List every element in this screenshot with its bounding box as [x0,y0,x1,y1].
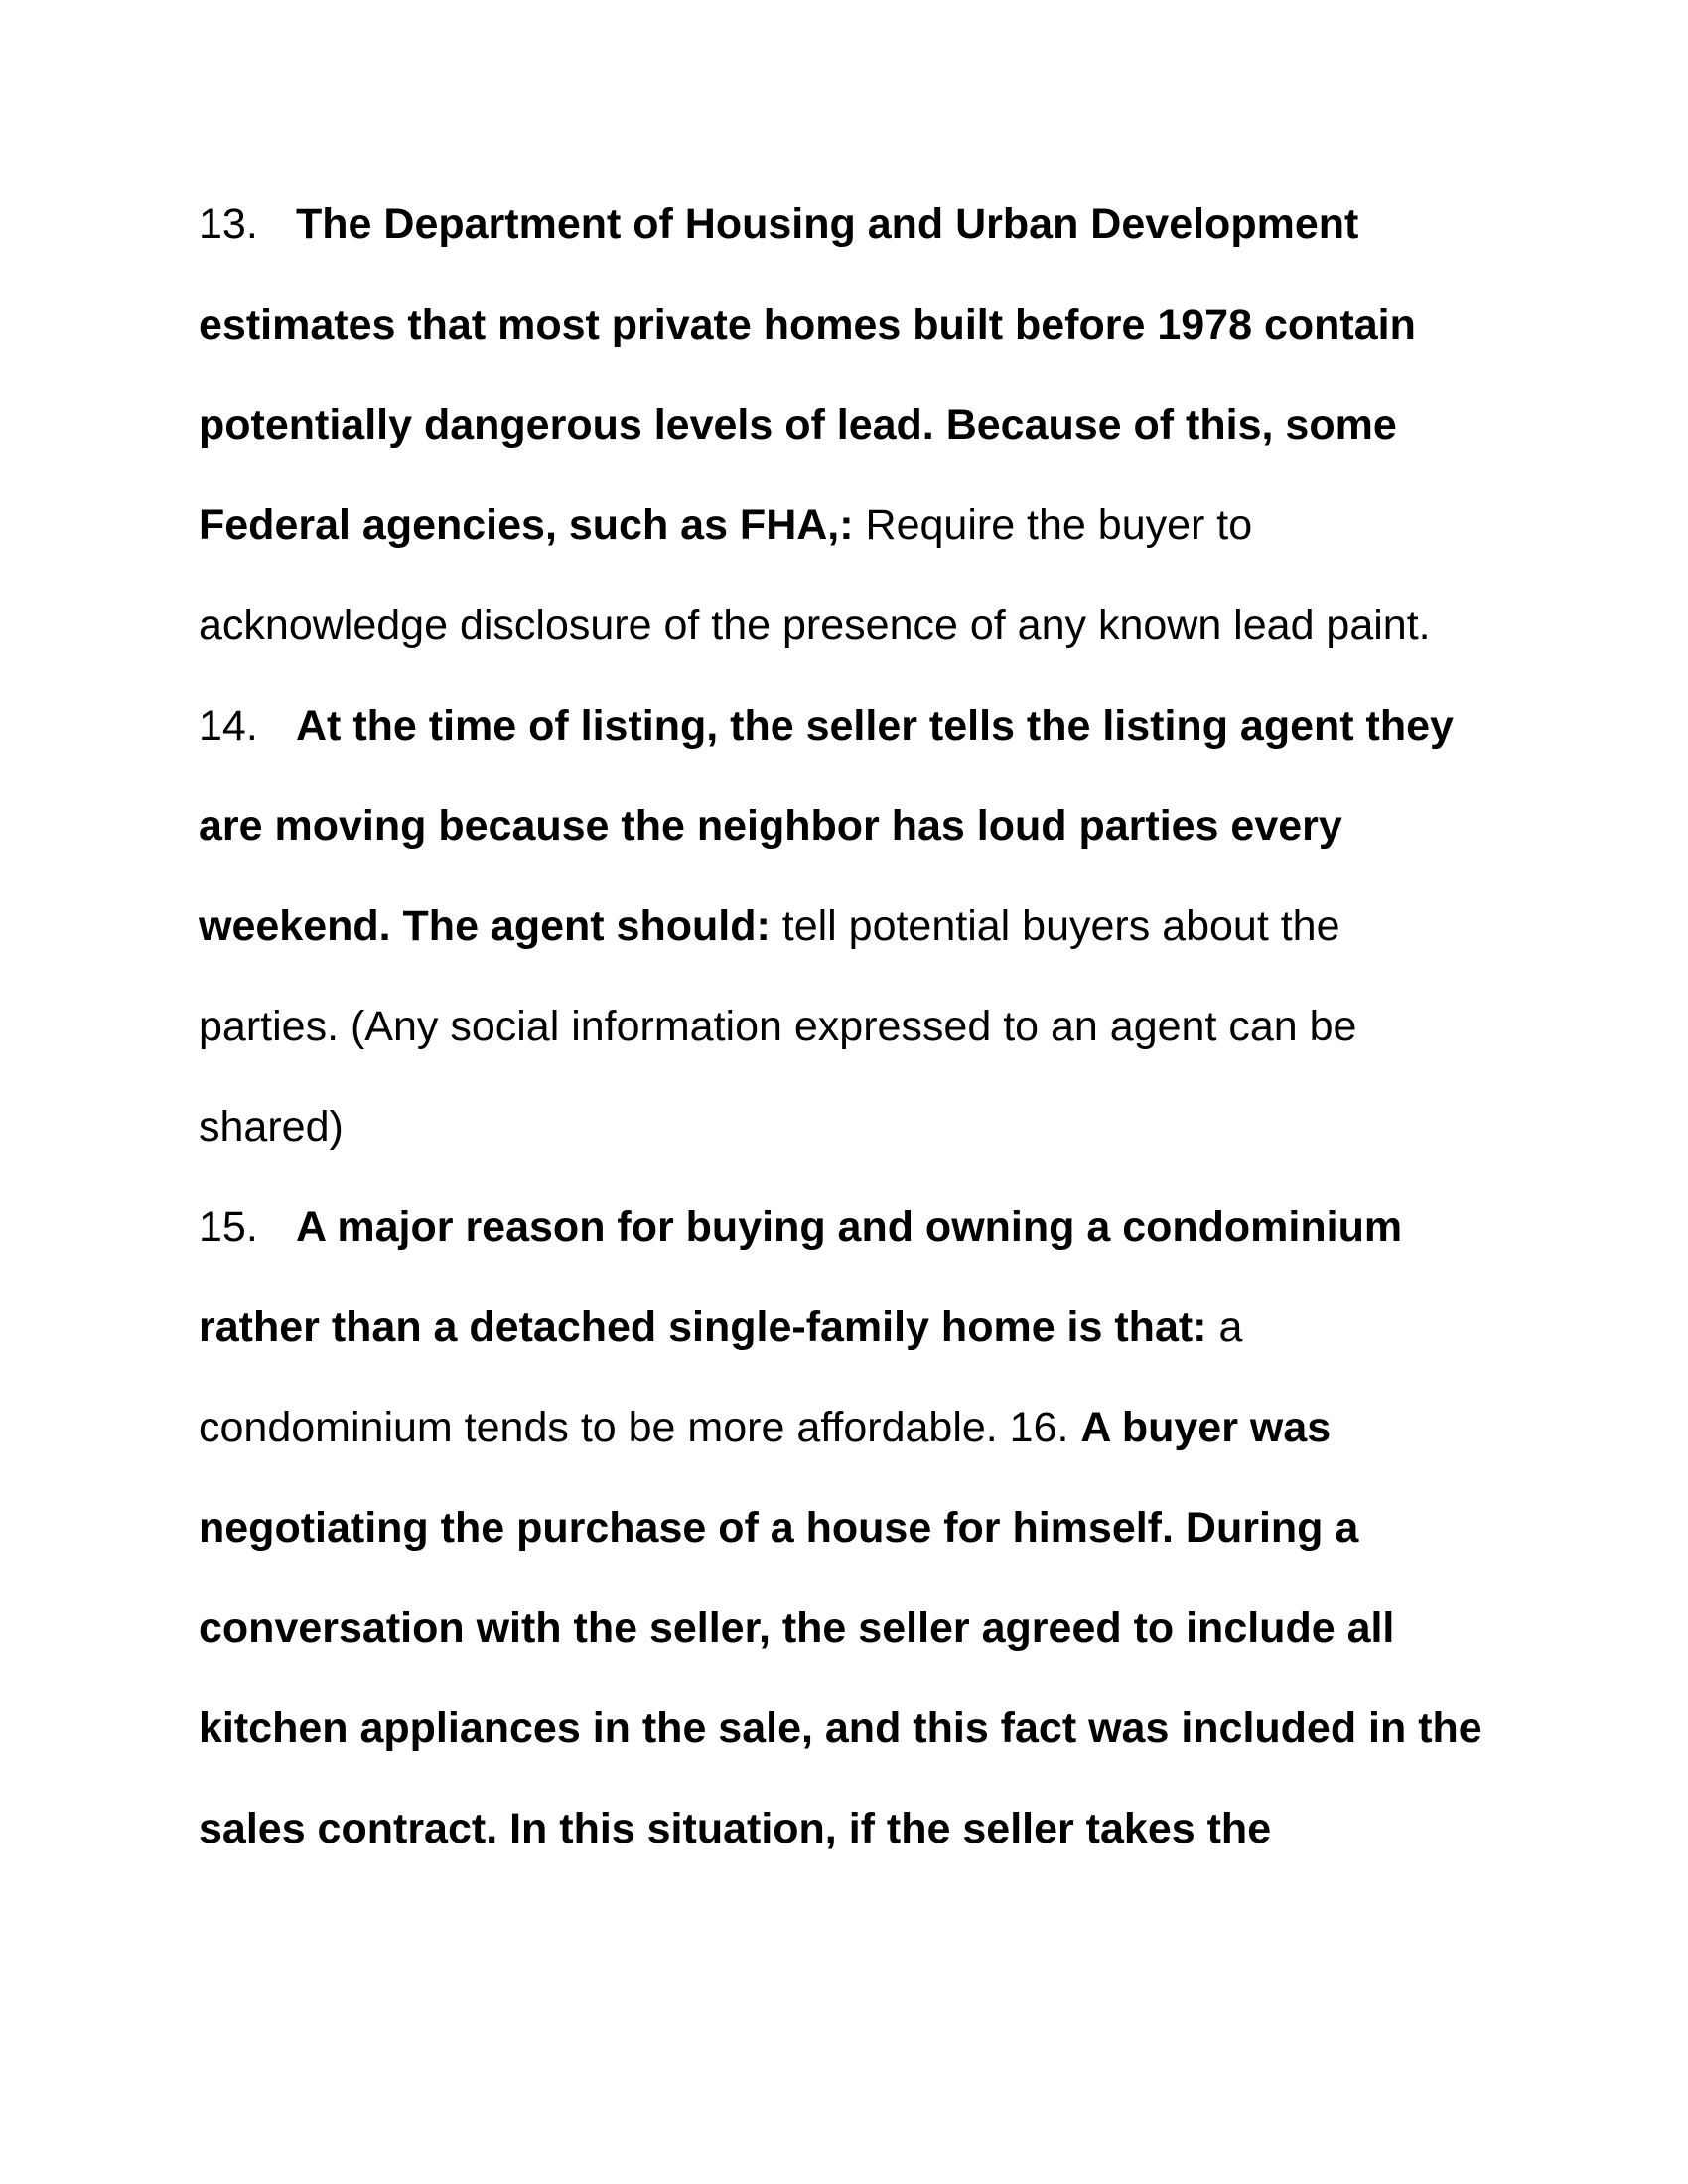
question-text: The Department of Housing and Urban Development estimates that most private homes built before 1978 contain potentially dangerous levels of lead. Because of this, some Federal agencies, such as FHA,: [199,201,1416,549]
document-body [199,175,1489,1879]
question-13 [199,175,1489,676]
question-text: At the time of listing, the seller tells the listing agent they are moving because the neighbor has loud parties every weekend. The agent should: [199,702,1454,950]
question-14 [199,676,1489,1177]
answer-text: a condominium tends to be more affordable. 16. [199,1303,1243,1451]
question-16-text: A buyer was negotiating the purchase of a house for himself. During a conversation with the seller, the seller agreed to include all kitchen appliances in the sale, and this fact was included in the sales contract. In this situation, if the seller takes the [199,1404,1482,1852]
answer-text: tell potential buyers about the parties. (Any social information expressed to an agent can be shared) [199,902,1357,1151]
question-number: 13. [199,201,258,248]
answer-text: Require the buyer to acknowledge disclosure of the presence of any known lead paint. [199,501,1431,649]
question-text: A major reason for buying and owning a condominium rather than a detached single-family home is that: [199,1203,1403,1351]
question-number: 15. [199,1203,258,1251]
question-15 [199,1177,1489,1879]
question-number: 14. [199,702,258,750]
